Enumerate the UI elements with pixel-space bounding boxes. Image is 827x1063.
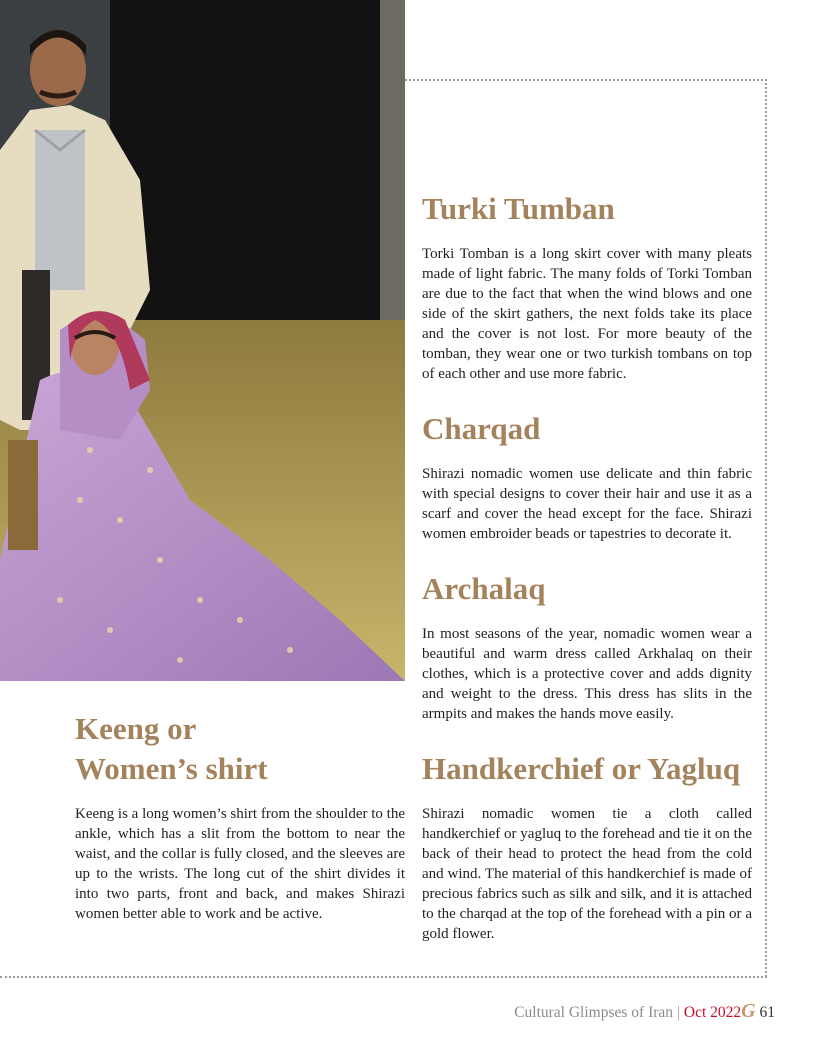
photo-illustration bbox=[0, 0, 405, 681]
body-charqad: Shirazi nomadic women use delicate and thin fabric with special designs to cover their hair and use it as a scarf and cover the head except for the face. Shirazi women embroider beads or tapestries to decorate it. bbox=[422, 466, 752, 542]
section-handkerchief bbox=[422, 749, 752, 944]
page-number: 61 bbox=[759, 1004, 775, 1021]
body-turki-tumban: Torki Tomban is a long skirt cover with many pleats made of light fabric. The many folds of Torki Tomban are due to the fact that when the wind blows and one side of the skirt gathers, the next folds take its place and the cover is not lost. For more beauty of the tomban, they wear one or two turkish tombans on top of each other and use more fabric. bbox=[422, 246, 752, 382]
body-keeng: Keeng is a long women’s shirt from the shoulder to the ankle, which has a slit from the bottom to near the waist, and the collar is fully closed, and the sleeves are up to the wrists. The long cut of the shirt divides it into two parts, front and back, and makes Shirazi women better able to work and be active. bbox=[75, 806, 405, 922]
dotted-frame-top bbox=[405, 79, 767, 81]
section-keeng bbox=[75, 709, 405, 924]
heading-keeng-line1: Keeng or bbox=[75, 711, 197, 746]
nomadic-couple-photo bbox=[0, 0, 405, 681]
section-turki-tumban bbox=[422, 189, 752, 384]
page-footer bbox=[514, 1000, 775, 1024]
heading-charqad: Charqad bbox=[422, 411, 541, 446]
magazine-logo: G bbox=[741, 1000, 756, 1022]
heading-keeng-line2: Women’s shirt bbox=[75, 751, 268, 786]
heading-archalaq: Archalaq bbox=[422, 571, 546, 606]
heading-turki-tumban: Turki Tumban bbox=[422, 191, 615, 226]
section-archalaq bbox=[422, 569, 752, 724]
publication-name: Cultural Glimpses of Iran bbox=[514, 1004, 674, 1021]
dotted-frame-right bbox=[765, 79, 767, 977]
section-charqad bbox=[422, 409, 752, 544]
body-archalaq: In most seasons of the year, nomadic women wear a beautiful and warm dress called Arkhalaq on their clothes, which is a protective cover and adds dignity and weight to the dress. This dress has slits in the armpits and makes the hands move easily. bbox=[422, 626, 752, 722]
body-handkerchief: Shirazi nomadic women tie a cloth called handkerchief or yagluq to the forehead and tie it on the back of their head to protect the head from the cold and wind. The material of this handkerchief is made of precious fabrics such as silk and silk, and it is attached to the charqad at the top of the forehead with a pin or a gold flower. bbox=[422, 806, 752, 942]
issue-date: Oct 2022 bbox=[683, 1004, 742, 1021]
heading-handkerchief: Handkerchief or Yagluq bbox=[422, 751, 741, 786]
dotted-frame-bottom bbox=[0, 976, 767, 978]
footer-separator: | bbox=[676, 1004, 681, 1021]
